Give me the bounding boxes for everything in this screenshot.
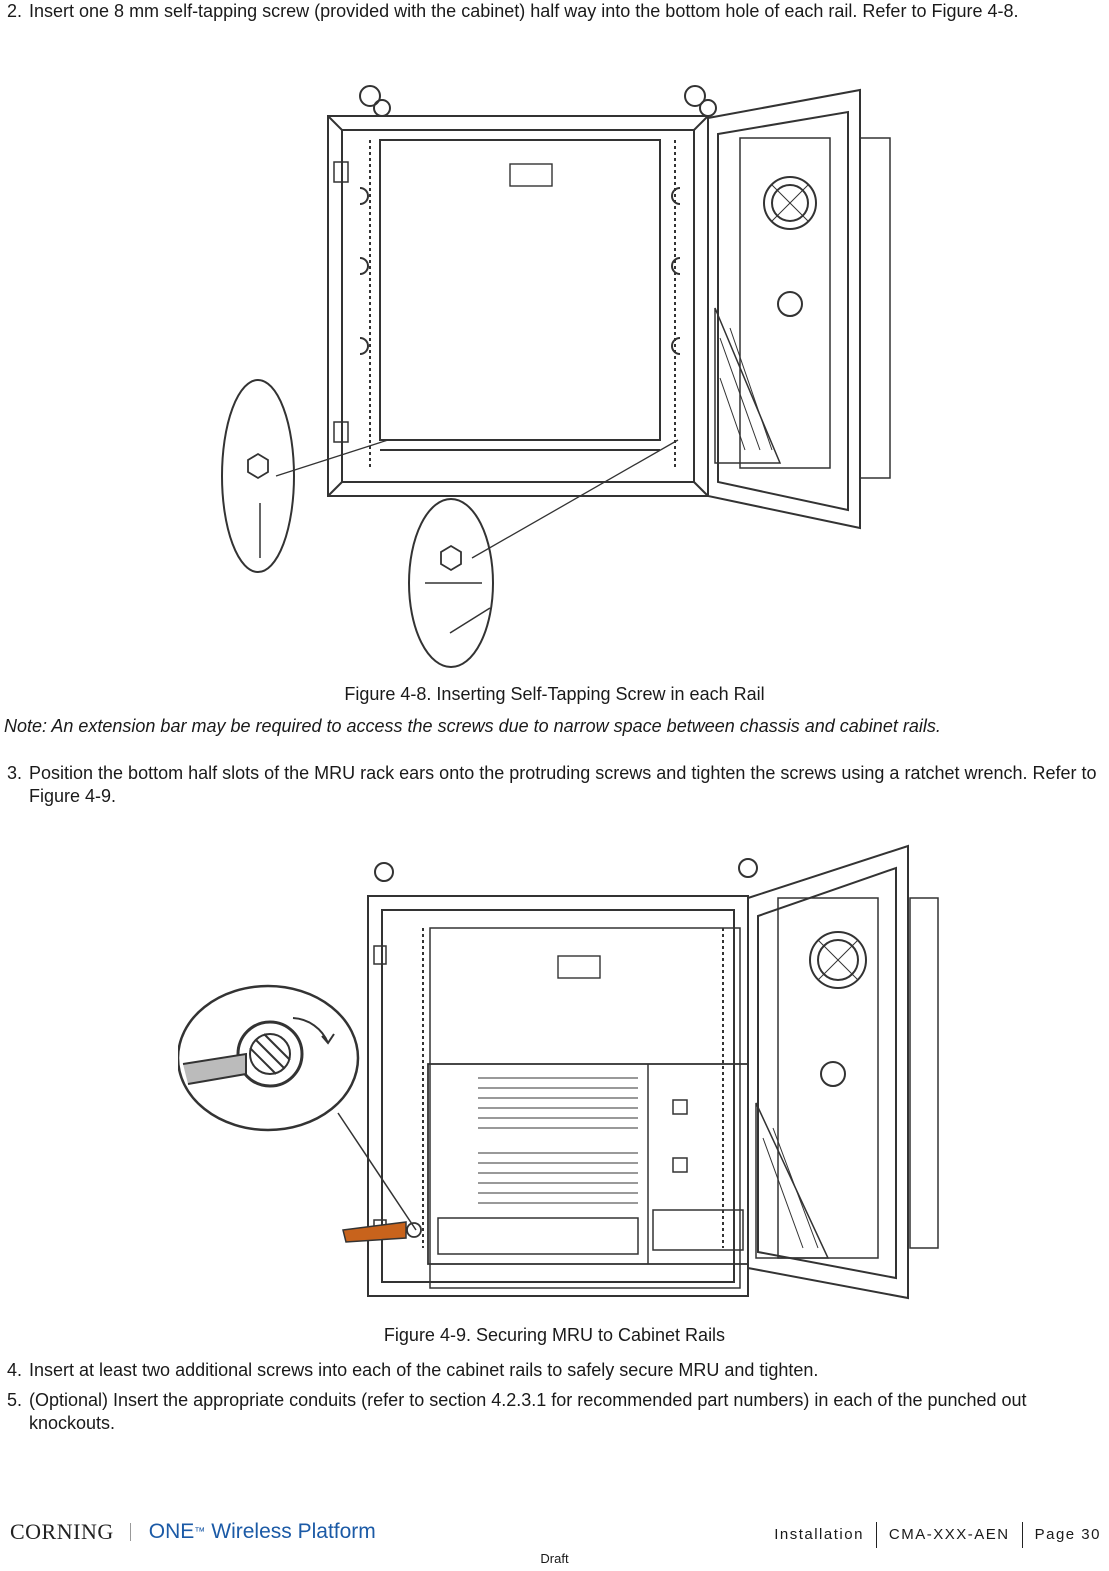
figure-caption: Figure 4-9. Securing MRU to Cabinet Rails bbox=[383, 1325, 726, 1345]
trademark-mark: ™ bbox=[194, 1526, 206, 1538]
step-2 bbox=[7, 0, 1102, 23]
step-3 bbox=[7, 762, 1102, 808]
footer-page-number: Page 30 bbox=[1034, 1526, 1101, 1543]
footer-section: Installation bbox=[774, 1526, 864, 1543]
corning-wordmark: CORNING bbox=[10, 1519, 114, 1544]
logo-divider bbox=[130, 1523, 131, 1541]
step-text: Insert one 8 mm self-tapping screw (provided with the cabinet) half way into the bottom hole of each rail. Refer to Figure 4-8. bbox=[29, 1, 1019, 21]
step-5 bbox=[7, 1389, 1102, 1435]
note-text: Note: An extension bar may be required to access the screws due to narrow space between chassis and cabinet rails. bbox=[4, 716, 941, 736]
footer-meta bbox=[774, 1522, 1101, 1548]
draft-label: Draft bbox=[540, 1551, 569, 1566]
step-number: 4. bbox=[7, 1360, 23, 1380]
step-text: Position the bottom half slots of the MRU rack ears onto the protruding screws and tighten the screws using a ratchet wrench. Refer to Figure 4-9. bbox=[29, 763, 1097, 806]
figure-4-9-illustration bbox=[178, 838, 948, 1306]
footer-logo bbox=[10, 1517, 376, 1547]
step-number: 5. bbox=[7, 1390, 23, 1410]
step-text: (Optional) Insert the appropriate conduits (refer to section 4.2.3.1 for recommended part numbers) in each of the punched out knockouts. bbox=[29, 1390, 1027, 1433]
one-wordmark: ONE bbox=[148, 1520, 195, 1543]
figure-4-8-illustration bbox=[220, 78, 900, 668]
step-text: Insert at least two additional screws into each of the cabinet rails to safely secure MRU and tighten. bbox=[29, 1360, 819, 1380]
footer-doc-id: CMA-XXX-AEN bbox=[888, 1526, 1010, 1543]
step-4 bbox=[7, 1359, 1102, 1382]
product-name: Wireless Platform bbox=[211, 1520, 376, 1543]
figure-caption: Figure 4-8. Inserting Self-Tapping Screw in each Rail bbox=[344, 684, 765, 704]
step-number: 3. bbox=[7, 763, 23, 783]
step-number: 2. bbox=[7, 1, 23, 21]
